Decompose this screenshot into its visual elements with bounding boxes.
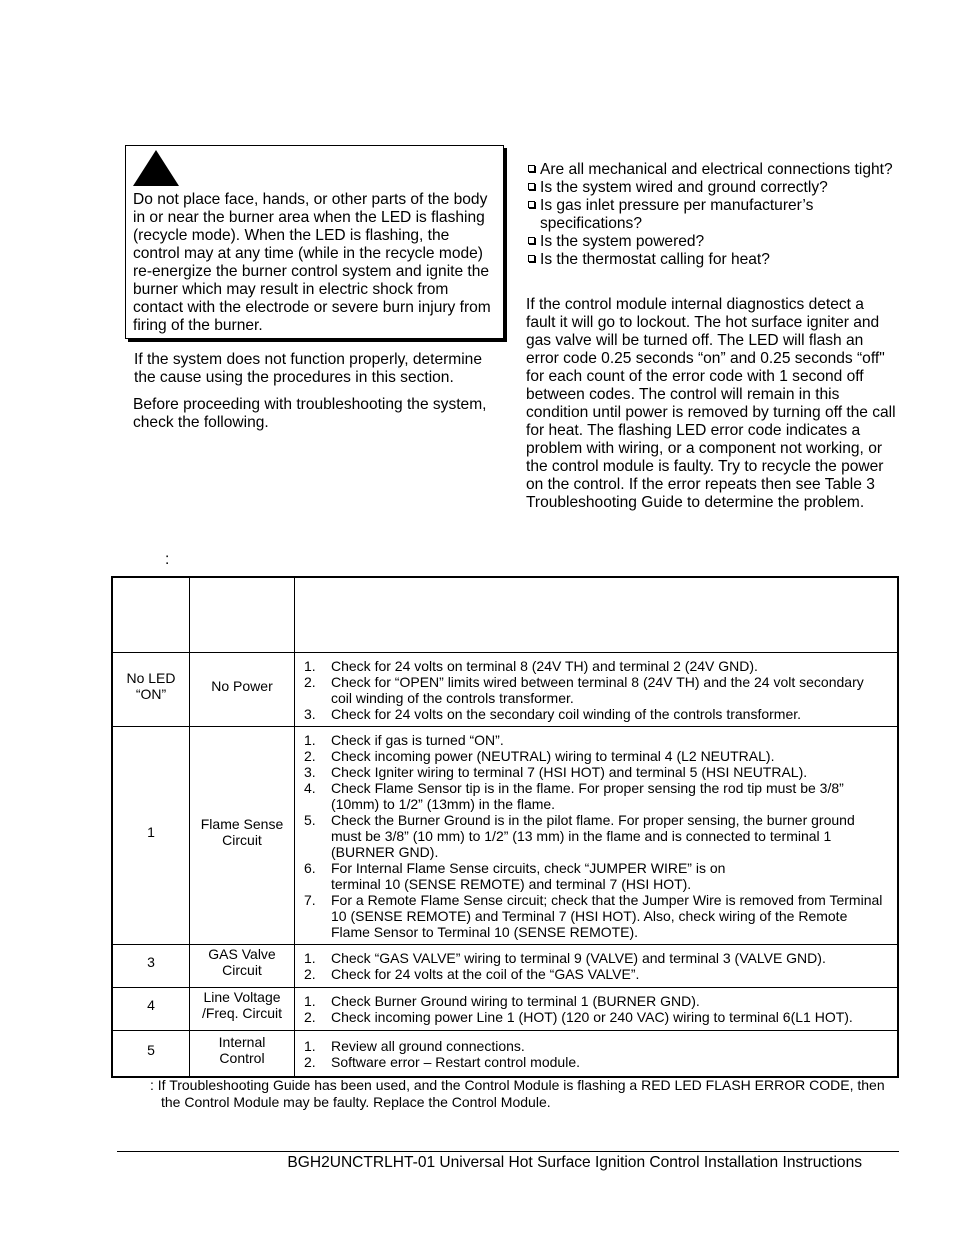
intro-line: check the following.: [133, 414, 269, 431]
step-text: Check “GAS VALVE” wiring to terminal 9 (VALVE) and terminal 3 (VALVE GND).: [331, 950, 826, 966]
fault-cell: [190, 1031, 295, 1076]
checks-cell: [295, 945, 897, 987]
checklist-item: [528, 161, 893, 179]
step-text: Check Burner Ground wiring to terminal 1 (BURNER GND).: [331, 993, 700, 1009]
intro-line: Before proceeding with troubleshooting the system,: [133, 396, 487, 413]
step-text: Check incoming power Line 1 (HOT) (120 or 240 VAC) wiring to terminal 6(L1 HOT).: [331, 1009, 853, 1025]
check-step: [304, 748, 882, 764]
warning-line: control may at any time (while in the recycle mode): [133, 245, 483, 262]
fault-text: Flame Sense: [200, 815, 284, 832]
warning-line: Do not place face, hands, or other parts of the body: [133, 191, 488, 208]
step-number: 1.: [304, 950, 316, 966]
check-step: [304, 812, 882, 860]
diagnostics-line: between codes. The control will remain in this: [526, 386, 840, 403]
intro-paragraph: [133, 396, 486, 432]
step-text: For a Remote Flame Sense circuit; check that the Jumper Wire is removed from Terminal: [331, 891, 883, 908]
fault-text: Circuit: [222, 831, 262, 848]
diagnostics-line: If the control module internal diagnostics detect a: [526, 296, 864, 313]
error-code-text: 1: [147, 823, 155, 840]
checklist-item: [528, 179, 893, 197]
checklist-text: Is the thermostat calling for heat?: [540, 251, 770, 268]
step-text: For Internal Flame Sense circuits, check “JUMPER WIRE” is on: [331, 859, 726, 876]
error-code-text: “ON”: [135, 685, 167, 702]
fault-text: Line Voltage: [203, 989, 281, 1005]
check-step: [304, 764, 882, 780]
step-number: 2.: [304, 1053, 316, 1070]
step-text: Check for “OPEN” limits wired between terminal 8 (24V TH) and the 24 volt secondary: [331, 673, 864, 690]
checkbox-icon: [528, 165, 535, 172]
diagnostics-paragraph: [526, 296, 896, 512]
diagnostics-line: fault it will go to lockout. The hot surface igniter and: [526, 314, 880, 331]
error-code-cell: [113, 727, 190, 944]
table-note: [150, 1077, 885, 1111]
checklist-text: Is gas inlet pressure per manufacturer’s: [540, 197, 814, 214]
checklist-item: [528, 251, 893, 269]
step-text: Check for 24 volts on terminal 8 (24V TH) and terminal 2 (24V GND).: [331, 657, 758, 674]
checkbox-icon: [528, 237, 535, 244]
error-code-cell: [113, 1031, 190, 1076]
warning-line: firing of the burner.: [133, 317, 263, 334]
checkbox-icon: [528, 255, 535, 262]
check-step: [304, 860, 882, 892]
step-text: Flame Sensor to Terminal 10 (SENSE REMOTE).: [331, 923, 639, 940]
diagnostics-line: the control module is faulty. Try to recycle the power: [526, 458, 884, 475]
note-line: the Control Module may be faulty. Replace the Control Module.: [161, 1094, 551, 1110]
step-number: 1.: [304, 731, 316, 748]
check-step: [304, 966, 826, 982]
checks-cell: [295, 988, 897, 1030]
checklist-text: Is the system wired and ground correctly?: [540, 179, 828, 196]
warning-line: (recycle mode). When the LED is flashing, the: [133, 227, 450, 244]
step-text: Check incoming power (NEUTRAL) wiring to terminal 4 (L2 NEUTRAL).: [331, 747, 775, 764]
step-number: 1.: [304, 657, 316, 674]
table-row: [113, 726, 897, 944]
fault-text: Circuit: [222, 962, 262, 978]
checks-cell: [295, 653, 897, 726]
error-code-cell: [113, 988, 190, 1030]
step-number: 2.: [304, 966, 316, 982]
check-step: [304, 706, 864, 722]
fault-cell: [190, 653, 295, 726]
step-text: must be 3/8” (10 mm) to 1/2” (13 mm) in the flame and is connected to terminal 1: [331, 827, 832, 844]
check-step: [304, 1038, 580, 1054]
step-text: Software error – Restart control module.: [331, 1053, 580, 1070]
diagnostics-line: for heat. The flashing LED error code indicates a: [526, 422, 861, 439]
fault-cell: [190, 988, 295, 1030]
checklist-text: Is the system powered?: [540, 233, 705, 250]
step-number: 4.: [304, 779, 316, 796]
checklist-item: [528, 233, 893, 251]
check-step: [304, 780, 882, 812]
footer-rule: [117, 1151, 899, 1152]
footer-title: BGH2UNCTRLHT-01 Universal Hot Surface Ignition Control Installation Instructions: [287, 1154, 862, 1171]
check-step: [304, 1054, 580, 1070]
step-number: 2.: [304, 673, 316, 690]
error-code-text: 3: [147, 954, 155, 970]
header-cell: [113, 578, 190, 652]
step-text: Check for 24 volts at the coil of the “GAS VALVE”.: [331, 966, 640, 982]
step-text: 10 (SENSE REMOTE) and Terminal 7 (HSI HOT). Also, check wiring of the Remote: [331, 907, 848, 924]
step-text: Check Igniter wiring to terminal 7 (HSI HOT) and terminal 5 (HSI NEUTRAL).: [331, 763, 808, 780]
warning-line: burner which may result in electric shock from: [133, 281, 449, 298]
step-text: Review all ground connections.: [331, 1037, 525, 1054]
warning-text: [133, 191, 491, 335]
diagnostics-line: gas valve will be turned off. The LED will flash an: [526, 332, 864, 349]
fault-text: GAS Valve: [208, 946, 276, 962]
warning-line: re-energize the burner control system and ignite the: [133, 263, 490, 280]
diagnostics-line: for each count of the error code with 1 second off: [526, 368, 864, 385]
note-line: : If Troubleshooting Guide has been used, and the Control Module is flashing a RED LED FLASH ERROR CODE, then: [150, 1077, 885, 1093]
step-text: Check Flame Sensor tip is in the flame. For proper sensing the rod tip must be 3/8”: [331, 779, 844, 796]
warning-triangle-icon: [133, 150, 179, 186]
step-number: 1.: [304, 993, 316, 1009]
intro-line: the cause using the procedures in this section.: [134, 369, 454, 386]
warning-line: in or near the burner area when the LED is flashing: [133, 209, 485, 226]
table-row: [113, 944, 897, 987]
table-caption: :: [165, 551, 170, 568]
header-cell: [295, 578, 897, 652]
diagnostics-line: error code 0.25 seconds “on” and 0.25 seconds “off": [526, 350, 885, 367]
header-cell: [190, 578, 295, 652]
error-code-cell: [113, 945, 190, 987]
error-code-cell: [113, 653, 190, 726]
diagnostics-line: problem with wiring, or a component not working, or: [526, 440, 883, 457]
fault-text: No Power: [211, 677, 273, 694]
fault-cell: [190, 945, 295, 987]
step-text: terminal 10 (SENSE REMOTE) and terminal 7 (HSI HOT).: [331, 875, 692, 892]
checklist: [528, 161, 893, 269]
fault-text: Control: [219, 1049, 265, 1066]
warning-line: contact with the electrode or severe burn injury from: [133, 299, 491, 316]
step-number: 6.: [304, 859, 316, 876]
step-number: 3.: [304, 763, 316, 780]
step-number: 2.: [304, 1009, 316, 1025]
table-row: [113, 652, 897, 726]
check-step: [304, 658, 864, 674]
step-number: 7.: [304, 891, 316, 908]
step-text: (BURNER GND).: [331, 843, 439, 860]
diagnostics-line: Troubleshooting Guide to determine the problem.: [526, 494, 865, 511]
fault-text: /Freq. Circuit: [201, 1005, 283, 1021]
table-header-row: [113, 578, 897, 652]
checkbox-icon: [528, 183, 535, 190]
checklist-item: [528, 197, 893, 233]
error-code-text: No LED: [126, 669, 176, 686]
step-number: 3.: [304, 705, 316, 722]
troubleshooting-table: [111, 576, 899, 1078]
table-row: [113, 1030, 897, 1076]
step-number: 2.: [304, 747, 316, 764]
check-step: [304, 950, 826, 966]
error-code-text: 5: [147, 1041, 155, 1058]
diagnostics-line: on the control. If the error repeats then see Table 3: [526, 476, 875, 493]
checks-cell: [295, 727, 897, 944]
step-text: Check if gas is turned “ON”.: [331, 731, 504, 748]
checks-cell: [295, 1031, 897, 1076]
step-text: (10mm) to 1/2” (13mm) in the flame.: [331, 795, 556, 812]
checkbox-icon: [528, 201, 535, 208]
error-code-text: 4: [147, 997, 155, 1013]
check-step: [304, 993, 853, 1009]
step-number: 1.: [304, 1037, 316, 1054]
step-text: Check for 24 volts on the secondary coil winding of the controls transformer.: [331, 705, 802, 722]
step-number: 5.: [304, 811, 316, 828]
table-row: [113, 987, 897, 1030]
check-step: [304, 732, 882, 748]
step-text: coil winding of the controls transformer.: [331, 689, 574, 706]
fault-cell: [190, 727, 295, 944]
intro-line: If the system does not function properly, determine: [134, 351, 482, 368]
check-step: [304, 674, 864, 706]
diagnostics-line: condition until power is removed by turning off the call: [526, 404, 896, 421]
intro-paragraph: [134, 351, 482, 387]
check-step: [304, 892, 882, 940]
checklist-text: specifications?: [540, 215, 642, 232]
fault-text: Internal: [218, 1033, 266, 1050]
check-step: [304, 1009, 853, 1025]
checklist-text: Are all mechanical and electrical connections tight?: [540, 161, 893, 178]
step-text: Check the Burner Ground is in the pilot flame. For proper sensing, the burner ground: [331, 811, 855, 828]
warning-box: [125, 145, 504, 339]
